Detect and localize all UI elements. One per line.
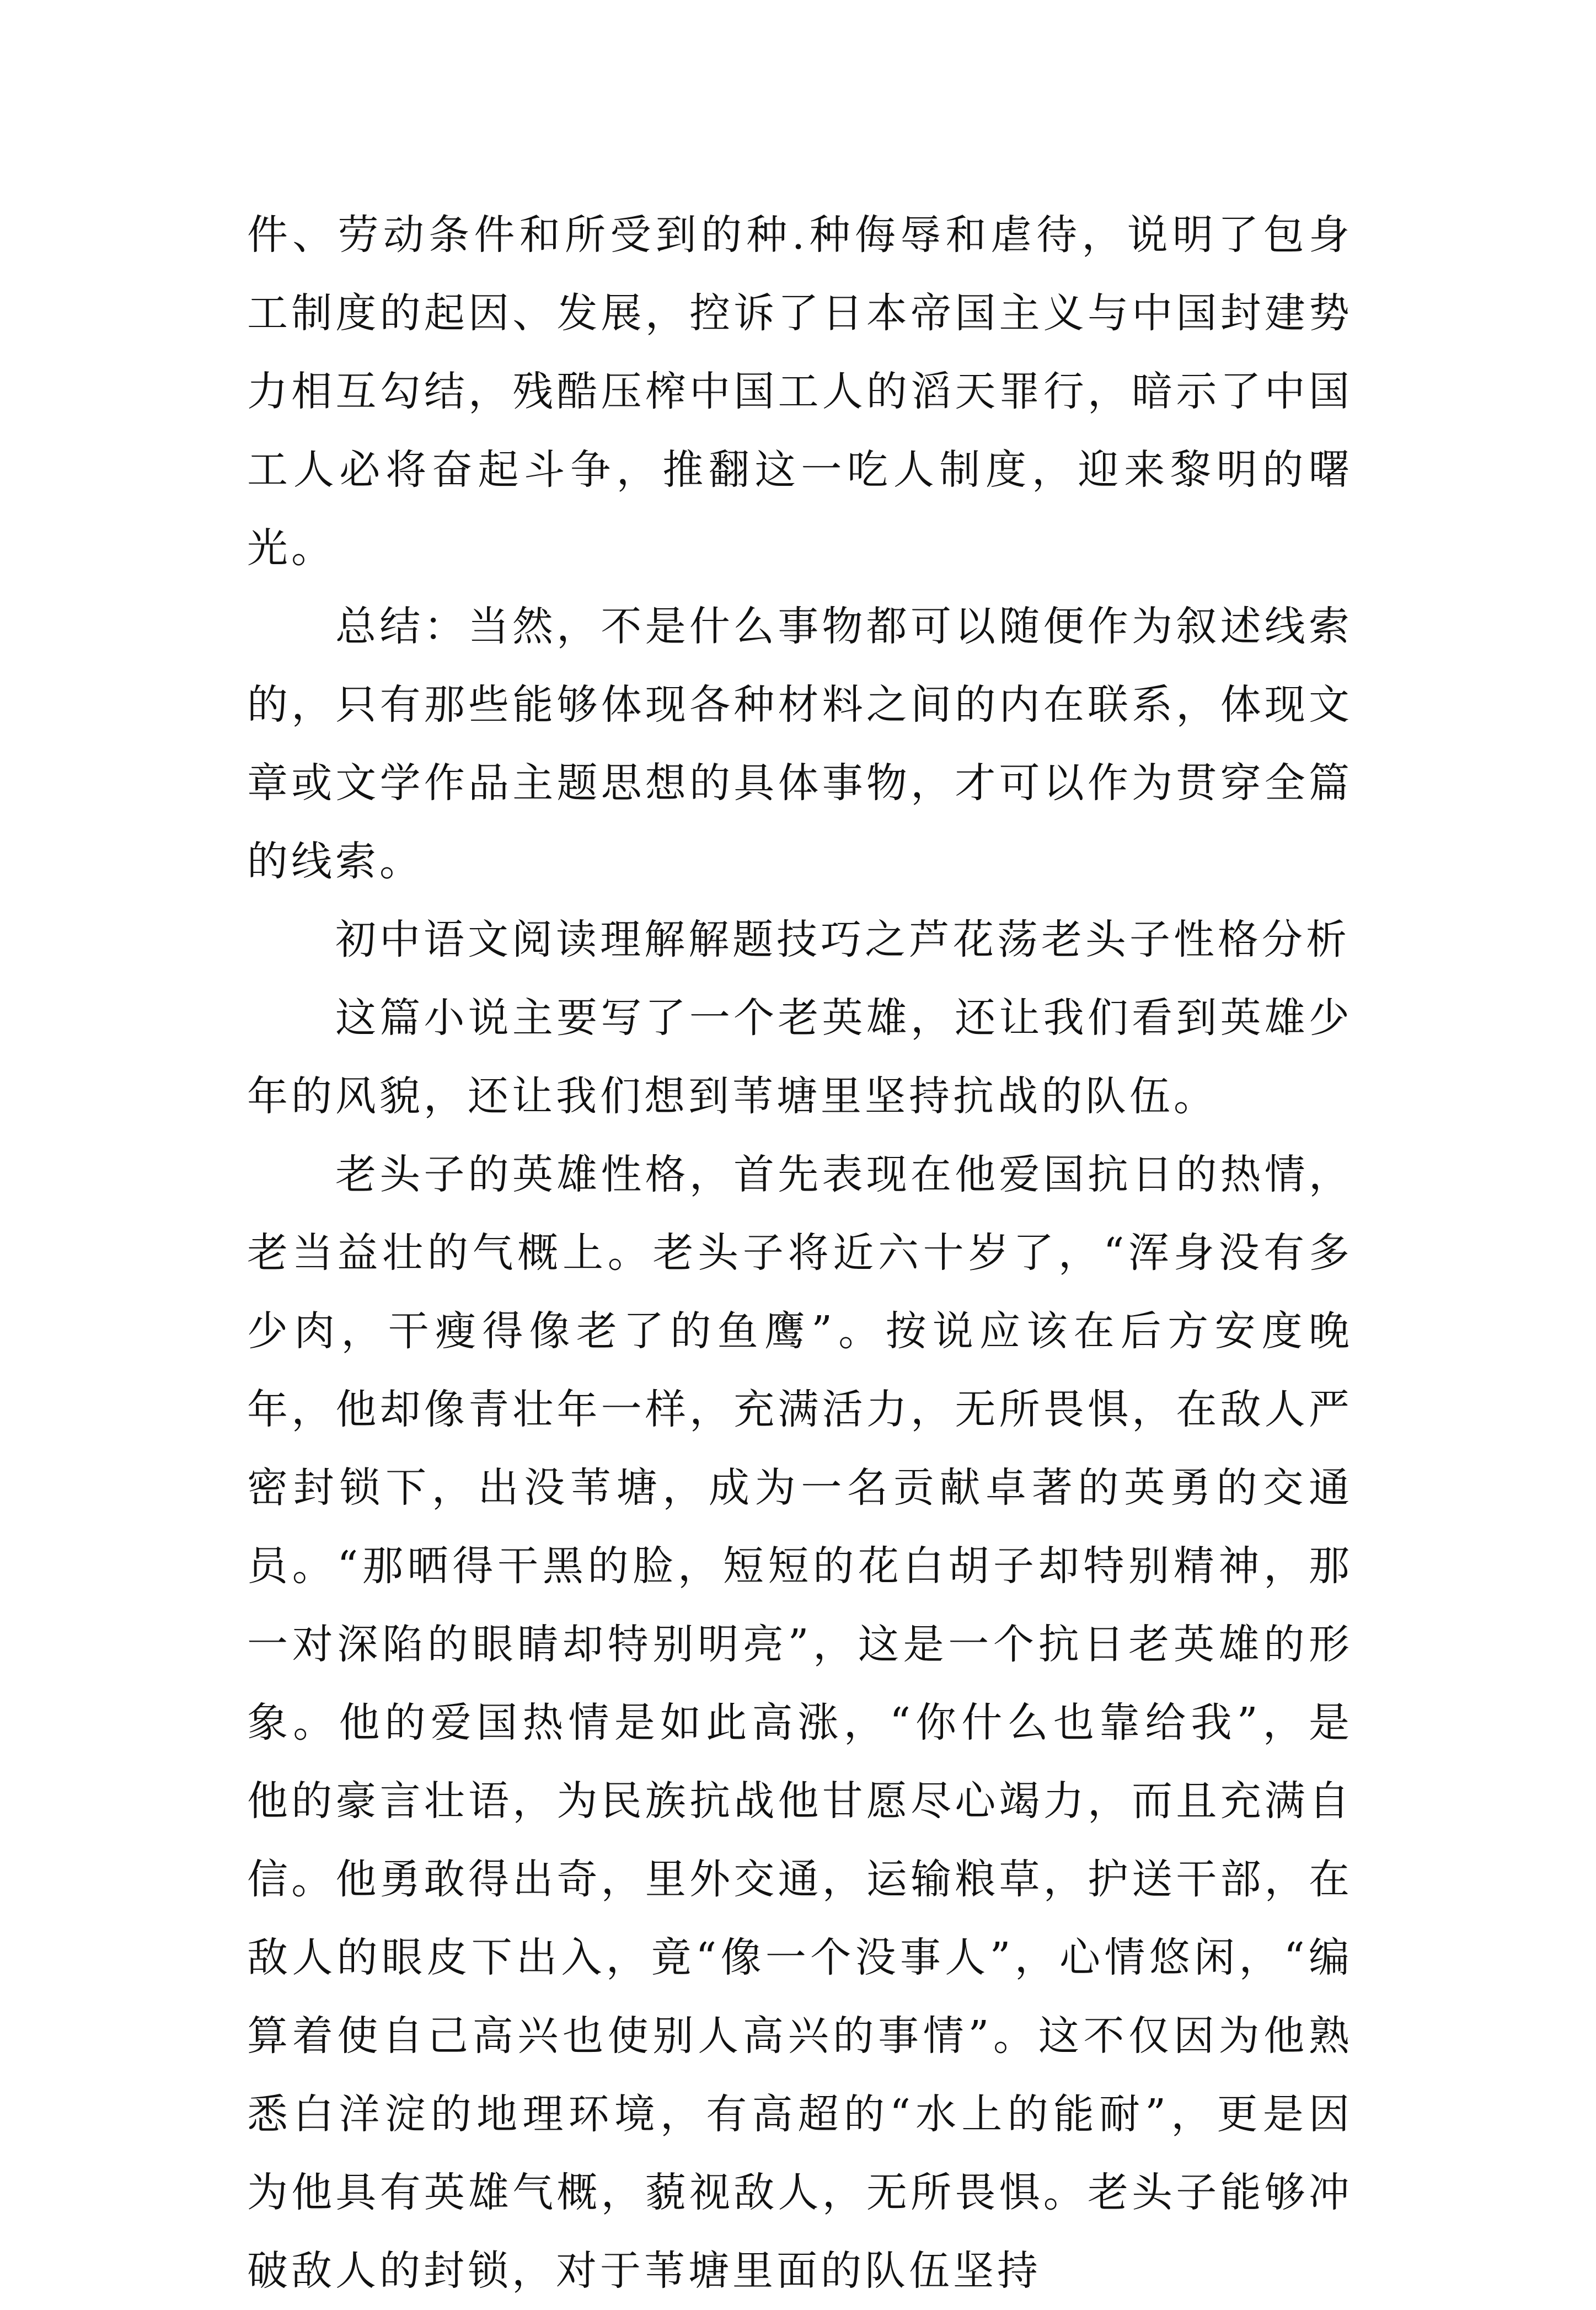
document-body (247, 196, 1353, 2310)
section-heading (247, 901, 1353, 979)
paragraph-continuation: 件、劳动条件和所受到的种.种侮辱和虐待，说明了包身工制度的起因、发展，控诉了日本帝国主义与中国封建势力相互勾结，残酷压榨中国工人的滔天罪行，暗示了中国工人必将奋起斗争，推翻这一吃人制度，迎来黎明的曙光。 (247, 211, 1353, 572)
section-heading-text: 初中语文阅读理解解题技巧之芦花荡老头子性格分析 (335, 916, 1350, 963)
paragraph-intro: 这篇小说主要写了一个老英雄，还让我们看到英雄少年的风貌，还让我们想到苇塘里坚持抗战的队伍。 (247, 994, 1353, 1120)
paragraph-summary: 总结：当然，不是什么事物都可以随便作为叙述线索的，只有那些能够体现各种材料之间的内在联系，体现文章或文学作品主题思想的具体事物，才可以作为贯穿全篇的线索。 (247, 603, 1353, 885)
paragraph-analysis: 老头子的英雄性格，首先表现在他爱国抗日的热情，老当益壮的气概上。老头子将近六十岁了，“浑身没有多少肉，干瘦得像老了的鱼鹰”。按说应该在后方安度晚年，他却像青壮年一样，充满活力，无所畏惧，在敌人严密封锁下，出没苇塘，成为一名贡献卓著的英勇的交通员。“那晒得干黑的脸，短短的花白胡子却特别精神，那一对深陷的眼睛却特别明亮”，这是一个抗日老英雄的形象。他的爱国热情是如此高涨，“你什么也靠给我”，是他的豪言壮语，为民族抗战他甘愿尽心竭力，而且充满自信。他勇敢得出奇，里外交通，运输粮草，护送干部，在敌人的眼皮下出入，竟“像一个没事人”，心情悠闲，“编算着使自己高兴也使别人高兴的事情”。这不仅因为他熟悉白洋淀的地理环境，有高超的“水上的能耐”，更是因为他具有英雄气概，藐视敌人，无所畏惧。老头子能够冲破敌人的封锁，对于苇塘里面的队伍坚持 (247, 1151, 1353, 2295)
